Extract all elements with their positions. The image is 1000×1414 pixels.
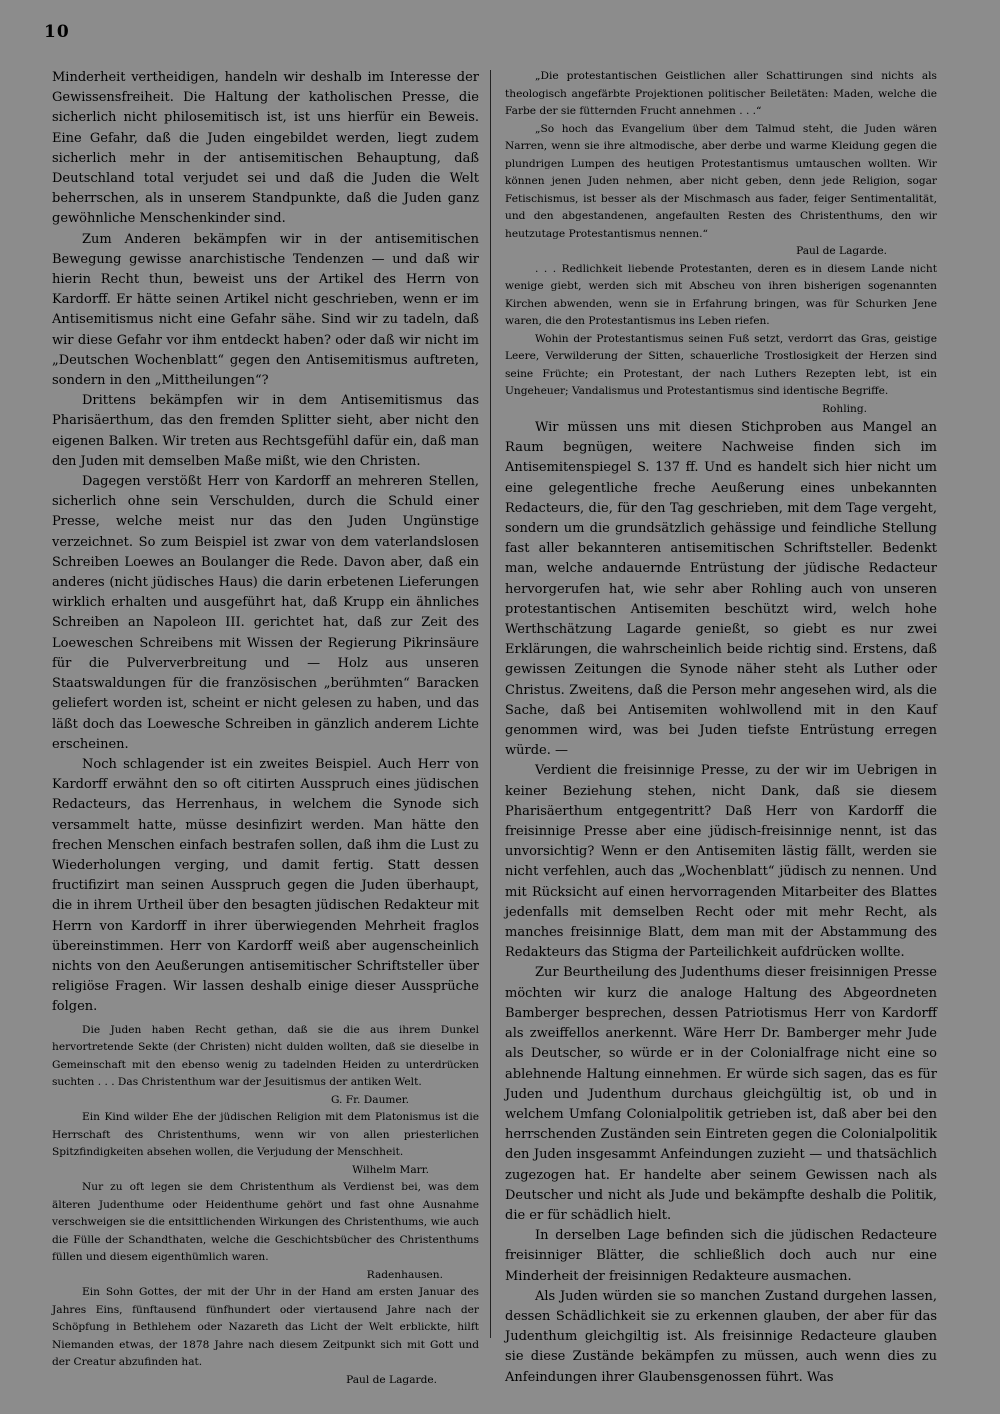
page-number: 10 xyxy=(44,22,70,42)
paragraph: In derselben Lage befinden sich die jüdischen Redacteure freisinniger Blätter, die schließlich doch auch nur eine Minderheit der freisinnigen Redakteure ausmachen. xyxy=(505,1228,937,1284)
paragraph: Minderheit vertheidigen, handeln wir deshalb im Interesse der Gewissensfreiheit. Die Haltung der katholischen Presse, die sicherlich nicht philosemitisch ist, ist uns hierfür ein Beweis. Eine Gefahr, daß die Juden eingebildet werden, liegt zudem sicherlich mehr in der antisemitischen Behauptung, daß Deutschland total verjudet sei und daß die Juden die Welt beherrschen, als in unserem Standpunkte, daß die Juden ganz gewöhnliche Menschenkinder sind. xyxy=(52,70,479,227)
paragraph: Drittens bekämpfen wir in dem Antisemitismus das Pharisäerthum, das den fremden Splitter sieht, aber nicht den eigenen Balken. Wir treten aus Rechtsgefühl dafür ein, daß man den Juden mit demselben Maße mißt, wie den Christen. xyxy=(52,393,479,469)
paragraph: Verdient die freisinnige Presse, zu der wir im Uebrigen in keiner Beziehung stehen, nicht Dank, daß sie diesem Pharisäerthum entgegentritt? Daß Herr von Kardorff die freisinnige Presse aber eine jüdisch-freisinnige nennt, ist das unvorsichtig? Wenn er den Antisemiten lästig fällt, werden sie nicht verfehlen, auch das „Wochenblatt“ jüdisch zu nennen. Und mit Rücksicht auf einen hervorragenden Mitarbeiter des Blattes jedenfalls mit demselben Recht oder mit mehr Recht, als manches freisinnige Blatt, dem man mit der Abstammung des Redakteurs das Stigma der Parteilichkeit aufdrücken wollte. xyxy=(505,763,937,961)
quote: Nur zu oft legen sie dem Christenthum als Verdienst bei, was dem älteren Judenthume oder Heidenthume gehört und fast ohne Ausnahme verschweigen sie die entsittlichenden Wirkungen des Christenthums, wie auch die Fülle der Schandthaten, welche die Geschichtsbücher des Christenthums füllen und diesem eigenthümlich waren. xyxy=(52,1181,479,1264)
quote-attribution: Paul de Lagarde. xyxy=(796,245,887,257)
paragraph: Noch schlagender ist ein zweites Beispiel. Auch Herr von Kardorff erwähnt den so oft citirten Ausspruch eines jüdischen Redacteurs, das Herrenhaus, in welchem die Synode sich versammelt hatte, müsse desinfizirt werden. Man hätte den frechen Menschen einfach bestrafen sollen, daß ihm die Lust zu Wiederholungen verging, und damit fertig. Statt dessen fructifizirt man seinen Ausspruch gegen die Juden überhaupt, die in ihrem Urtheil über den besagten jüdischen Redakteur mit Herrn von Kardorff in ihrer überwiegenden Mehrheit fraglos übereinstimmen. Herr von Kardorff weiß aber augenscheinlich nichts von den Aeußerungen antisemitischer Schriftsteller über religiöse Fragen. Wir lassen deshalb einige dieser Aussprüche folgen. xyxy=(52,756,479,1015)
quote: Wohin der Protestantismus seinen Fuß setzt, verdorrt das Gras, geistige Leere, Verwilderung der Sitten, schauerliche Trostlosigkeit der Herzen sind seine Früchte; ein Protestant, der nach Luthers Rezepten lebt, ist ein Ungeheuer; Vandalismus und Protestantismus sind identische Begriffe. xyxy=(505,332,937,397)
quote: . . . Redlichkeit liebende Protestanten, deren es in diesem Lande nicht wenige giebt, werden sich mit Abscheu von ihren bisherigen sogenannten Kirchen abwenden, wenn sie in Erfahrung bringen, was für Schurken Jene waren, die den Protestantismus ins Leben riefen. xyxy=(505,262,937,327)
column-divider xyxy=(490,70,491,1338)
quote: Ein Kind wilder Ehe der jüdischen Religion mit dem Platonismus ist die Herrschaft des Christenthums, wenn wir von allen priesterlichen Spitzfindigkeiten absehen wollen, die Verjudung der Menschheit. xyxy=(52,1111,479,1159)
quote-attribution: G. Fr. Daumer. xyxy=(330,1093,409,1106)
quote: „Die protestantischen Geistlichen aller Schattirungen sind nichts als theologisch angefärbte Projektionen politischer Beiletäten: Maden, welche die Farbe der sie fütternden Frucht annehmen . . .“ xyxy=(505,70,937,117)
quote: Ein Sohn Gottes, der mit der Uhr in der Hand am ersten Januar des Jahres Eins, fünftausend fünfhundert oder viertausend Jahre nach der Schöpfung in Bethlehem oder Nazareth das Licht der Welt erblickte, hilft Niemanden etwas, der 1878 Jahre nach diesem Zeitpunkt sich mit Gott und der Creatur abzufinden hat. xyxy=(52,1286,479,1369)
paragraph: Zum Anderen bekämpfen wir in der antisemitischen Bewegung gewisse anarchistische Tendenzen — und daß wir hierin Recht thun, beweist uns der Artikel des Herrn von Kardorff. Er hätte seinen Artikel nicht geschrieben, wenn er im Antisemitismus nicht eine Gefahr sähe. Sind wir zu tadeln, daß wir diese Gefahr vor ihm entdeckt haben? oder daß wir nicht im „Deutschen Wochenblatt“ gegen den Antisemitismus auftreten, sondern in den „Mittheilungen“? xyxy=(52,231,479,389)
quote-attribution: Wilhelm Marr. xyxy=(352,1163,429,1176)
paragraph: Wir müssen uns mit diesen Stichproben aus Mangel an Raum begnügen, weitere Nachweise finden sich im Antisemitenspiegel S. 137 ff. Und es handelt sich hier nicht um eine gelegentliche freche Aeußerung eines unbekannten Redacteurs, die, für den Tag geschrieben, mit dem Tage vergeht, sondern um die grundsätzlich gehässige und feindliche Stellung fast aller bekannteren antisemitischen Schriftsteller. Bedenkt man, welche andauernde Entrüstung der jüdische Redacteur hervorgerufen hat, wie sehr aber Rohling auch von unseren protestantischen Antisemiten beschützt wird, welch hohe Werthschätzung Lagarde genießt, so giebt es nur zwei Erklärungen, die wahrscheinlich beide richtig sind. Erstens, daß gewissen Zeitungen die Synode näher steht als Luther oder Christus. Zweitens, daß die Person mehr angesehen wird, als die Sache, daß bei Antisemiten wohlwollend mit in den Kauf genommen wird, was bei Juden tiefste Entrüstung erregen würde. — xyxy=(505,420,937,759)
quote-attribution: Radenhausen. xyxy=(366,1268,443,1281)
paragraph: Als Juden würden sie so manchen Zustand durgehen lassen, dessen Schädlichkeit sie zu erkennen glauben, der aber für das Judenthum gleichgiltig ist. Als freisinnige Redacteure glauben sie diese Zustände bekämpfen zu müssen, auch wenn dies zu Anfeindungen ihrer Glaubensgenossen führt. Was xyxy=(505,1288,937,1385)
quote-attribution: Paul de Lagarde. xyxy=(346,1373,437,1386)
quote-attribution: Rohling. xyxy=(822,402,867,415)
quote: Die Juden haben Recht gethan, daß sie die aus ihrem Dunkel hervortretende Sekte (der Christen) nicht dulden wollten, daß sie dieselbe in Gemeinschaft mit den ebenso wenig zu tadelnden Heiden zu unterdrücken suchten . . . Das Christenthum war der Jesuitismus der antiken Welt. xyxy=(52,1023,479,1089)
right-column xyxy=(505,68,937,1388)
paragraph: Dagegen verstößt Herr von Kardorff an mehreren Stellen, sicherlich ohne sein Verschulden, durch die Schuld einer Presse, welche meist nur das den Juden Ungünstige verzeichnet. So zum Beispiel ist zwar von dem vaterlandslosen Schreiben Loewes an Boulanger die Rede. Davon aber, daß ein anderes (nicht jüdisches Haus) die darin erbetenen Lieferungen wirklich erhalten und ausgeführt hat, daß Krupp ein ähnliches Schreiben an Napoleon III. gerichtet hat, daß zur Zeit des Loeweschen Schreibens mit Wissen der Regierung Pikrinsäure für die Pulververbreitung und — Holz aus unseren Staatswaldungen für die französischen „berühmten“ Baracken geliefert worden ist, scheint er nicht gelesen zu haben, und das läßt doch das Loewesche Schreiben in gänzlich anderem Lichte erscheinen. xyxy=(52,474,479,752)
left-column xyxy=(52,68,479,1389)
paragraph: Zur Beurtheilung des Judenthums dieser freisinnigen Presse möchten wir kurz die analoge Haltung des Abgeordneten Bamberger besprechen, dessen Patriotismus Herr von Kardorff als zweiffellos anerkennt. Wäre Herr Dr. Bamberger mehr Jude als Deutscher, so würde er in der Colonialfrage nicht eine so ablehnende Haltung einnehmen. Er würde sich sagen, das es für Juden und Judenthum durchaus gleichgültig ist, ob und in welchem Umfang Colonialpolitik getrieben ist, daß aber bei den herrschenden Zuständen sein Eintreten gegen die Colonialpolitik den Juden insgesammt Anfeindungen zuzieht — und thatsächlich zugezogen hat. Er handelte aber seinem Gewissen nach als Deutscher und nicht als Jude und bekämpfte deshalb die Politik, die er für schädlich hielt. xyxy=(505,965,937,1223)
quote: „So hoch das Evangelium über dem Talmud steht, die Juden wären Narren, wenn sie ihre altmodische, aber derbe und warme Kleidung gegen die plundrigen Lumpen des heutigen Protestantismus umtauschen wollten. Wir können jenen Juden nehmen, aber nicht geben, denn jede Religion, sogar Fetischismus, ist besser als der Mischmasch aus fader, feiger Sentimentalität, und den abgestandenen, angefaulten Resten des Christenthums, den wir heutzutage Protestantismus nennen.“ xyxy=(505,122,937,240)
